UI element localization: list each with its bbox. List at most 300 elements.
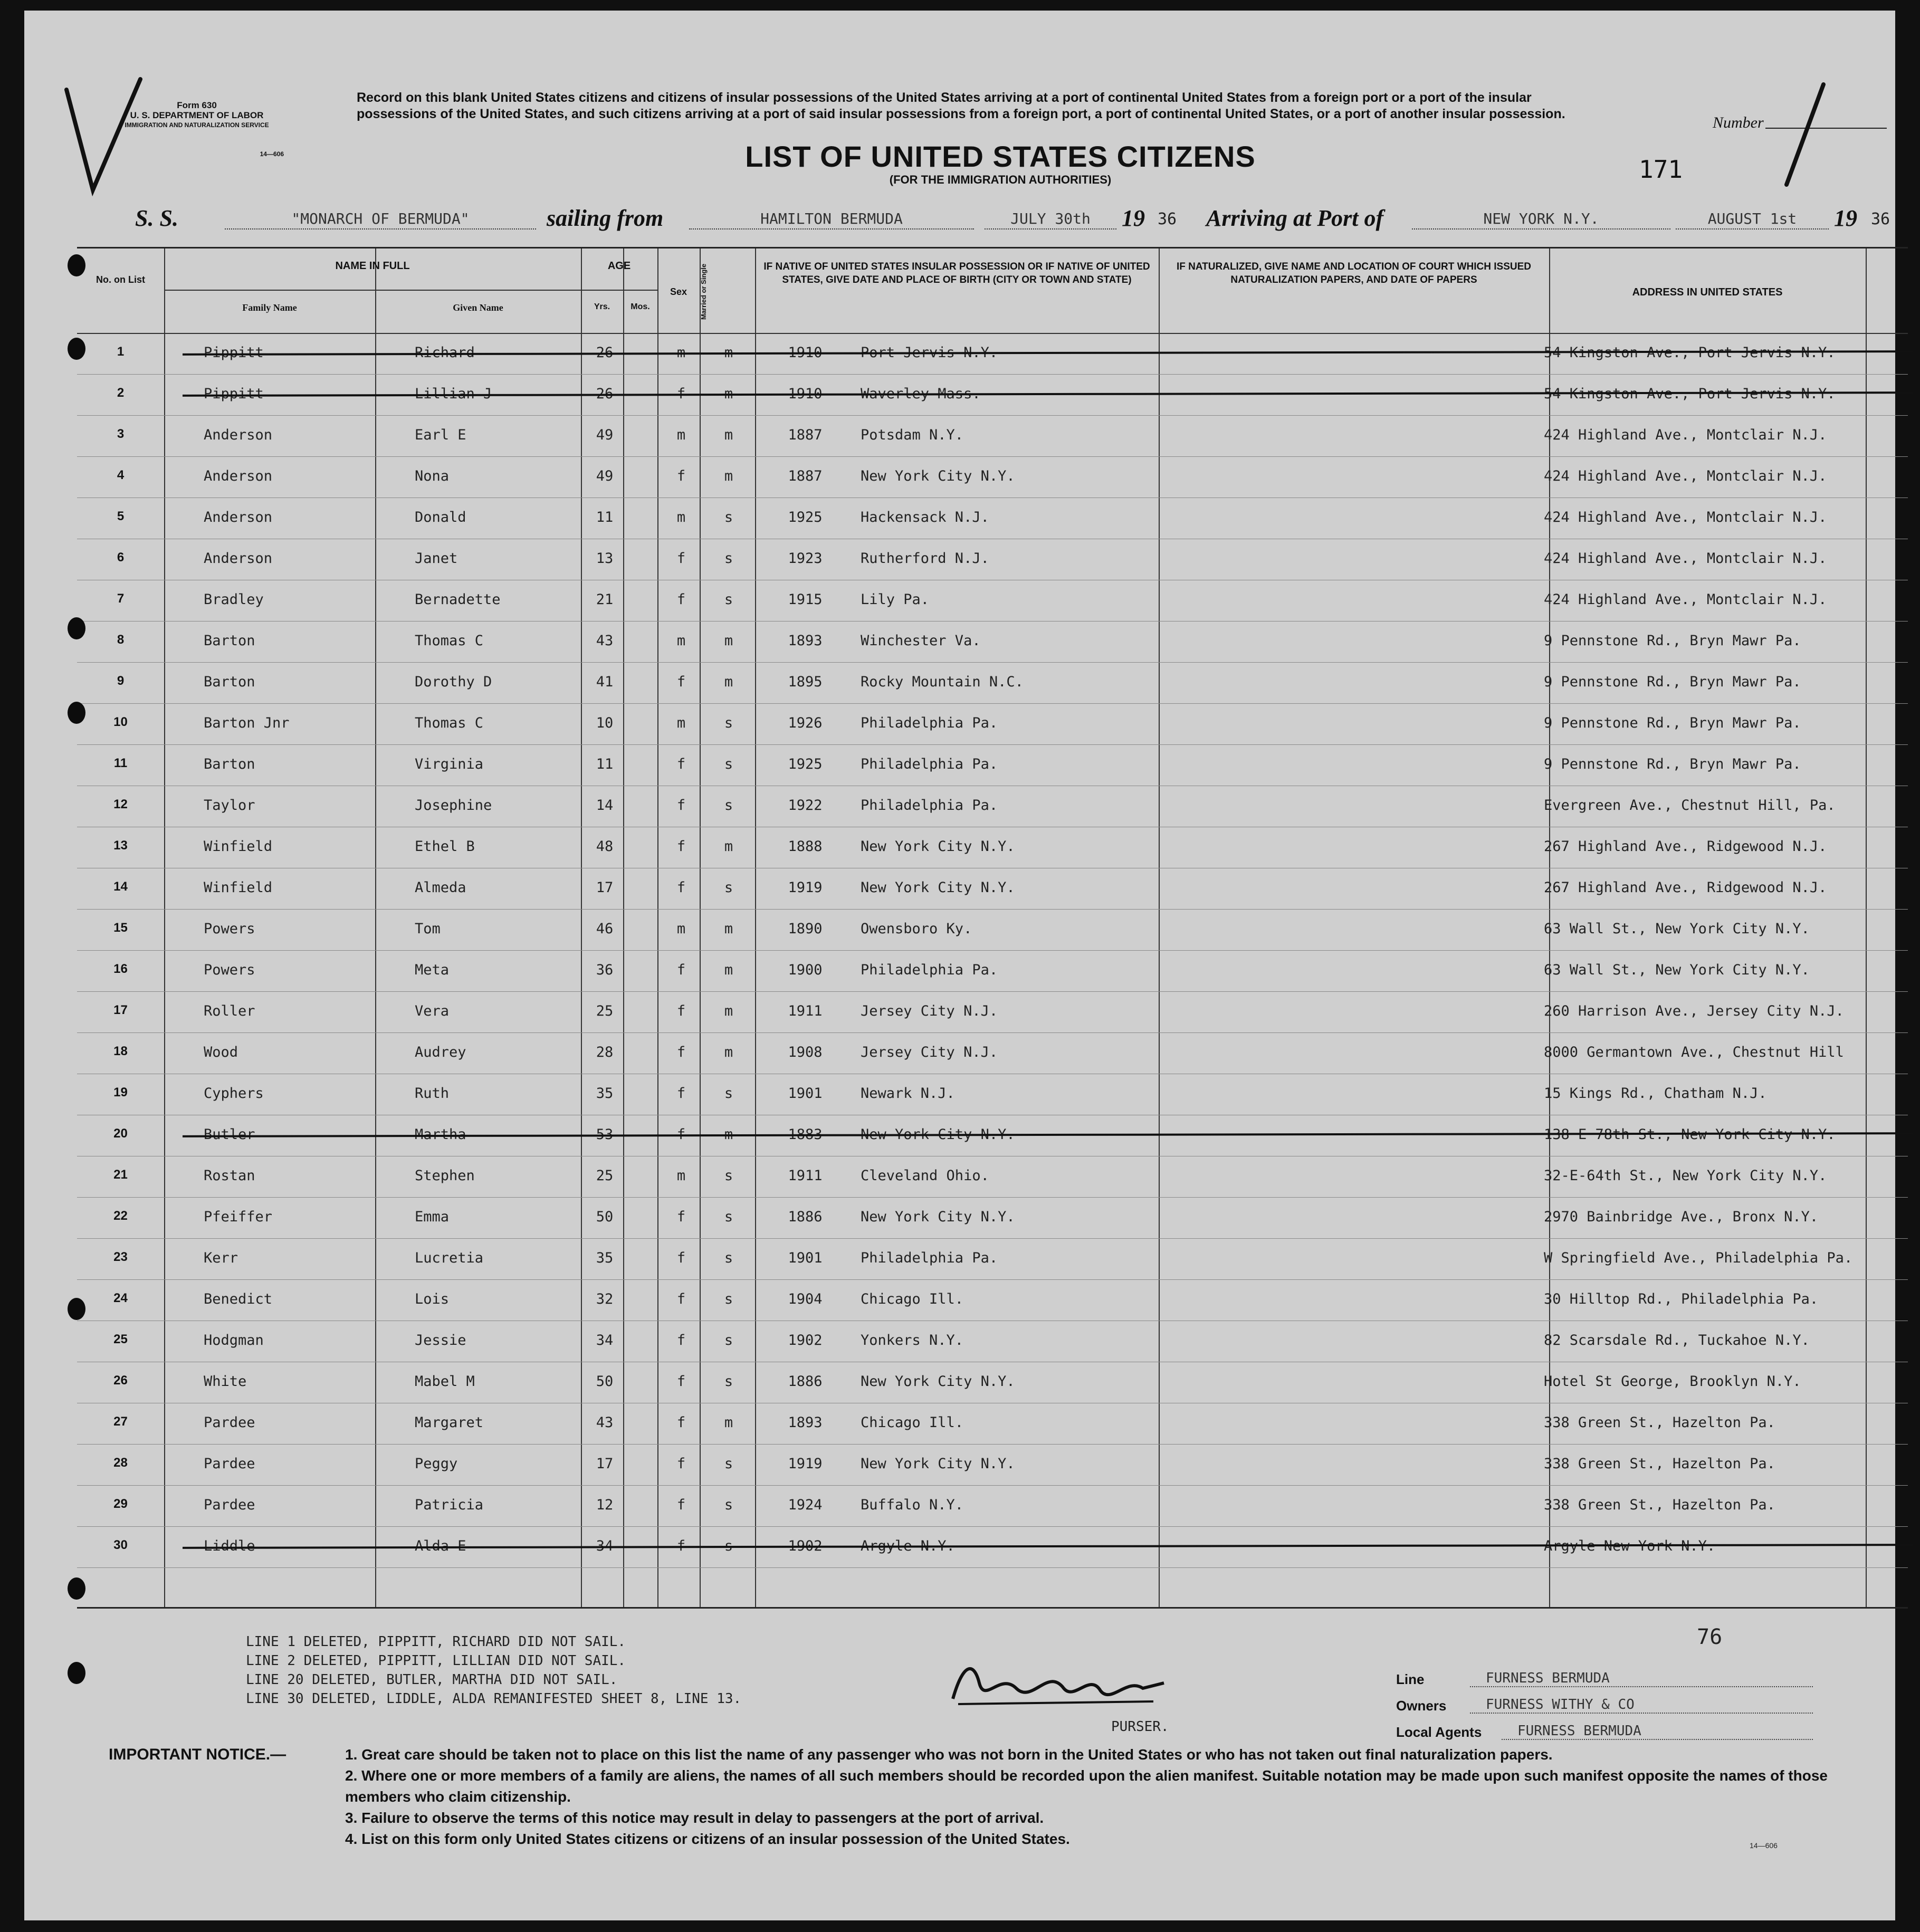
sex: f — [676, 797, 686, 814]
ship-name: "MONARCH OF BERMUDA" — [225, 210, 536, 229]
birth-year: 1887 — [788, 468, 823, 484]
check-mark-icon — [56, 69, 151, 206]
marital-status: m — [724, 674, 733, 690]
sex: f — [676, 674, 686, 690]
us-address: 9 Pennstone Rd., Bryn Mawr Pa. — [1544, 674, 1801, 690]
table-row — [77, 786, 1908, 827]
age-years: 43 — [596, 633, 614, 649]
sex: m — [676, 715, 686, 731]
table-row — [77, 1156, 1908, 1198]
depart-year-prefix: 19 — [1122, 205, 1145, 231]
given-name: Janet — [415, 550, 458, 567]
given-name: Donald — [415, 509, 466, 525]
us-address: 9 Pennstone Rd., Bryn Mawr Pa. — [1544, 756, 1801, 772]
table-row — [77, 827, 1908, 868]
sex: f — [676, 962, 686, 978]
table-row — [77, 415, 1908, 457]
birth-year: 1908 — [788, 1044, 823, 1060]
given-name: Virginia — [415, 756, 484, 772]
family-name: Rostan — [204, 1168, 255, 1184]
birth-year: 1924 — [788, 1497, 823, 1513]
birth-year: 1901 — [788, 1085, 823, 1102]
given-name: Tom — [415, 921, 441, 937]
col-name-in-full: NAME IN FULL — [335, 260, 410, 272]
birth-year: 1893 — [788, 633, 823, 649]
family-name: Butler — [204, 1126, 255, 1143]
given-name: Patricia — [415, 1497, 484, 1513]
us-address: 2970 Bainbridge Ave., Bronx N.Y. — [1544, 1209, 1819, 1225]
us-address: 54 Kingston Ave., Port Jervis N.Y. — [1544, 386, 1836, 402]
family-name: Anderson — [204, 550, 273, 567]
marital-status: s — [724, 591, 733, 608]
service-name: IMMIGRATION AND NATURALIZATION SERVICE — [125, 121, 269, 129]
age-years: 43 — [596, 1414, 614, 1431]
age-years: 10 — [596, 715, 614, 731]
table-row — [77, 1444, 1908, 1486]
marital-status: m — [724, 386, 733, 402]
notice-items — [345, 1744, 1875, 1850]
given-name: Almeda — [415, 879, 466, 896]
page-title: LIST OF UNITED STATES CITIZENS — [745, 140, 1256, 173]
marital-status: m — [724, 1126, 733, 1143]
marital-status: m — [724, 1044, 733, 1060]
table-row — [77, 580, 1908, 621]
us-address: 9 Pennstone Rd., Bryn Mawr Pa. — [1544, 633, 1801, 649]
passenger-no: 17 — [113, 1003, 128, 1017]
family-name: Barton — [204, 674, 255, 690]
binder-hole — [68, 338, 85, 360]
birth-year: 1923 — [788, 550, 823, 567]
passenger-no: 2 — [117, 386, 125, 400]
marital-status: s — [724, 1373, 733, 1390]
family-name: Hodgman — [204, 1332, 264, 1348]
table-row — [77, 1238, 1908, 1280]
birth-place: New York City N.Y. — [861, 468, 1015, 484]
marital-status: m — [724, 427, 733, 443]
passenger-no: 30 — [113, 1538, 128, 1552]
us-address: 8000 Germantown Ave., Chestnut Hill — [1544, 1044, 1844, 1060]
family-name: Pippitt — [204, 345, 264, 361]
age-years: 53 — [596, 1126, 614, 1143]
print-code-bottom: 14—606 — [1750, 1841, 1778, 1850]
marital-status: m — [724, 962, 733, 978]
given-name: Meta — [415, 962, 450, 978]
given-name: Peggy — [415, 1456, 458, 1472]
birth-place: Philadelphia Pa. — [861, 756, 998, 772]
birth-year: 1925 — [788, 756, 823, 772]
ss-label: S. S. — [135, 205, 178, 231]
sex: f — [676, 1538, 686, 1554]
passenger-no: 10 — [113, 715, 128, 729]
birth-place: Buffalo N.Y. — [861, 1497, 964, 1513]
col-naturalized: IF NATURALIZED, GIVE NAME AND LOCATION OF COURT WHICH ISSUED NATURALIZATION PAPERS, AND DATE OF PAPERS — [1176, 261, 1531, 285]
marital-status: s — [724, 1456, 733, 1472]
table-row — [77, 1526, 1908, 1568]
sex: f — [676, 1003, 686, 1019]
us-address: 338 Green St., Hazelton Pa. — [1544, 1497, 1775, 1513]
page-number: 171 — [1639, 155, 1683, 184]
us-address: 15 Kings Rd., Chatham N.J. — [1544, 1085, 1767, 1102]
us-address: 32-E-64th St., New York City N.Y. — [1544, 1168, 1827, 1184]
purser-label: PURSER. — [1111, 1719, 1169, 1735]
marital-status: s — [724, 1209, 733, 1225]
birth-place: Jersey City N.J. — [861, 1003, 998, 1019]
us-address: Hotel St George, Brooklyn N.Y. — [1544, 1373, 1801, 1390]
birth-place: Jersey City N.J. — [861, 1044, 998, 1060]
form-number: Form 630 — [177, 100, 217, 110]
port-from: HAMILTON BERMUDA — [689, 210, 974, 229]
age-years: 12 — [596, 1497, 614, 1513]
birth-place: New York City N.Y. — [861, 1456, 1015, 1472]
bottom-page-number: 76 — [1697, 1625, 1723, 1649]
sex: m — [676, 633, 686, 649]
age-years: 34 — [596, 1332, 614, 1348]
binder-hole — [68, 617, 85, 639]
family-name: Pardee — [204, 1456, 255, 1472]
us-address: 424 Highland Ave., Montclair N.J. — [1544, 427, 1827, 443]
manifest-sheet — [24, 11, 1895, 1920]
birth-place: New York City N.Y. — [861, 1209, 1015, 1225]
family-name: Bradley — [204, 591, 264, 608]
deletion-note: LINE 1 DELETED, PIPPITT, RICHARD DID NOT SAIL. — [246, 1634, 626, 1650]
birth-year: 1888 — [788, 838, 823, 855]
given-name: Stephen — [415, 1168, 475, 1184]
table-row — [77, 1485, 1908, 1527]
sailing-from-label: sailing from — [547, 205, 664, 231]
given-name: Josephine — [415, 797, 492, 814]
family-name: Taylor — [204, 797, 255, 814]
us-address: 30 Hilltop Rd., Philadelphia Pa. — [1544, 1291, 1819, 1307]
us-address: 338 Green St., Hazelton Pa. — [1544, 1414, 1775, 1431]
given-name: Bernadette — [415, 591, 501, 608]
birth-year: 1900 — [788, 962, 823, 978]
number-label: Number — [1713, 114, 1764, 131]
table-row — [77, 868, 1908, 910]
deletion-notes — [246, 1632, 741, 1708]
col-given-name: Given Name — [453, 302, 503, 313]
header-divider — [581, 290, 657, 291]
table-row — [77, 1362, 1908, 1403]
passenger-no: 4 — [117, 468, 125, 482]
passenger-no: 23 — [113, 1250, 128, 1264]
passenger-no: 7 — [117, 591, 125, 606]
us-address: 9 Pennstone Rd., Bryn Mawr Pa. — [1544, 715, 1801, 731]
age-years: 28 — [596, 1044, 614, 1060]
passenger-no: 16 — [113, 962, 128, 976]
marital-status: m — [724, 633, 733, 649]
passenger-no: 18 — [113, 1044, 128, 1058]
sex: f — [676, 1044, 686, 1060]
birth-year: 1887 — [788, 427, 823, 443]
family-name: Powers — [204, 921, 255, 937]
birth-year: 1886 — [788, 1373, 823, 1390]
table-row — [77, 621, 1908, 663]
us-address: 424 Highland Ave., Montclair N.J. — [1544, 550, 1827, 567]
birth-place: Rutherford N.J. — [861, 550, 989, 567]
passenger-no: 1 — [117, 345, 125, 359]
us-address: 424 Highland Ave., Montclair N.J. — [1544, 509, 1827, 525]
given-name: Alda E — [415, 1538, 466, 1554]
voyage-line — [135, 200, 1890, 237]
family-name: Kerr — [204, 1250, 238, 1266]
us-address: 260 Harrison Ave., Jersey City N.J. — [1544, 1003, 1844, 1019]
notice-item: 1. Great care should be taken not to place on this list the name of any passenger who was not born in the United States or who has not taken out final naturalization papers. — [345, 1746, 1553, 1763]
form-instructions: Record on this blank United States citizens and citizens of insular possessions of the United States arriving at a port of continental United States from a foreign port or a port of the insular possessions of the United States, and such citizens arriving at a port of said insular possessions from a foreign port, a port of continental United States, or a port of another insular possession. — [357, 90, 1565, 121]
arriving-label: Arriving at Port of — [1206, 205, 1384, 231]
us-address: 138 E 78th St., New York City N.Y. — [1544, 1126, 1836, 1143]
table-row — [77, 950, 1908, 992]
marital-status: m — [724, 1414, 733, 1431]
family-name: White — [204, 1373, 247, 1390]
family-name: Pfeiffer — [204, 1209, 273, 1225]
sex: f — [676, 756, 686, 772]
us-address: 267 Highland Ave., Ridgewood N.J. — [1544, 838, 1827, 855]
age-years: 25 — [596, 1003, 614, 1019]
passenger-no: 21 — [113, 1168, 128, 1182]
given-name: Audrey — [415, 1044, 466, 1060]
given-name: Emma — [415, 1209, 450, 1225]
given-name: Mabel M — [415, 1373, 475, 1390]
table-row — [77, 1074, 1908, 1115]
family-name: Winfield — [204, 838, 273, 855]
birth-place: New York City N.Y. — [861, 1126, 1015, 1143]
table-row — [77, 1321, 1908, 1362]
marital-status: m — [724, 1003, 733, 1019]
sex: f — [676, 1497, 686, 1513]
marital-status: s — [724, 1291, 733, 1307]
family-name: Pippitt — [204, 386, 264, 402]
birth-year: 1911 — [788, 1168, 823, 1184]
marital-status: s — [724, 1538, 733, 1554]
age-years: 14 — [596, 797, 614, 814]
arrive-year-prefix: 19 — [1834, 205, 1857, 231]
depart-date: JULY 30th — [985, 210, 1116, 229]
given-name: Dorothy D — [415, 674, 492, 690]
age-years: 41 — [596, 674, 614, 690]
birth-place: New York City N.Y. — [861, 838, 1015, 855]
birth-year: 1910 — [788, 345, 823, 361]
sex: f — [676, 1373, 686, 1390]
passenger-no: 3 — [117, 427, 125, 441]
notice-item: 2. Where one or more members of a family are aliens, the names of all such members should be recorded upon the alien manifest. Suitable notation may be made upon such manifest opposite the names of those members who claim citizenship. — [345, 1767, 1828, 1805]
age-years: 26 — [596, 386, 614, 402]
birth-place: Yonkers N.Y. — [861, 1332, 964, 1348]
birth-year: 1895 — [788, 674, 823, 690]
us-address: 267 Highland Ave., Ridgewood N.J. — [1544, 879, 1827, 896]
passenger-no: 28 — [113, 1456, 128, 1470]
birth-year: 1883 — [788, 1126, 823, 1143]
marital-status: s — [724, 1332, 733, 1348]
birth-place: New York City N.Y. — [861, 879, 1015, 896]
birth-place: Owensboro Ky. — [861, 921, 972, 937]
birth-year: 1886 — [788, 1209, 823, 1225]
age-years: 36 — [596, 962, 614, 978]
family-name: Pardee — [204, 1414, 255, 1431]
age-years: 11 — [596, 509, 614, 525]
sex: f — [676, 550, 686, 567]
marital-status: m — [724, 345, 733, 361]
binder-hole — [68, 1298, 85, 1320]
arrive-date: AUGUST 1st — [1676, 210, 1829, 229]
family-name: Wood — [204, 1044, 238, 1060]
birth-place: Philadelphia Pa. — [861, 797, 998, 814]
table-row — [77, 1197, 1908, 1239]
passenger-no: 5 — [117, 509, 125, 523]
us-address: 82 Scarsdale Rd., Tuckahoe N.Y. — [1544, 1332, 1810, 1348]
passenger-no: 24 — [113, 1291, 128, 1305]
col-birth: IF NATIVE OF UNITED STATES INSULAR POSSESSION OR IF NATIVE OF UNITED STATES, GIVE DATE AND PLACE OF BIRTH (CITY OR TOWN AND STATE) — [763, 261, 1150, 285]
marital-status: s — [724, 509, 733, 525]
sex: f — [676, 1414, 686, 1431]
birth-place: Chicago Ill. — [861, 1414, 964, 1431]
table-row — [77, 662, 1908, 704]
birth-place: Rocky Mountain N.C. — [861, 674, 1024, 690]
sex: m — [676, 1168, 686, 1184]
us-address: 424 Highland Ave., Montclair N.J. — [1544, 591, 1827, 608]
passenger-no: 9 — [117, 674, 125, 688]
age-years: 48 — [596, 838, 614, 855]
marital-status: m — [724, 468, 733, 484]
passenger-no: 27 — [113, 1414, 128, 1429]
notice-title: IMPORTANT NOTICE.— — [109, 1746, 286, 1763]
header-divider — [164, 290, 623, 291]
local-agents-value: FURNESS BERMUDA — [1502, 1723, 1813, 1740]
us-address: W Springfield Ave., Philadelphia Pa. — [1544, 1250, 1853, 1266]
given-name: Nona — [415, 468, 450, 484]
table-row — [77, 456, 1908, 498]
passenger-no: 15 — [113, 921, 128, 935]
marital-status: s — [724, 1250, 733, 1266]
us-address: 338 Green St., Hazelton Pa. — [1544, 1456, 1775, 1472]
given-name: Lillian J — [415, 386, 492, 402]
birth-year: 1919 — [788, 1456, 823, 1472]
age-years: 11 — [596, 756, 614, 772]
birth-place: Chicago Ill. — [861, 1291, 964, 1307]
us-address: 63 Wall St., New York City N.Y. — [1544, 921, 1810, 937]
age-years: 49 — [596, 468, 614, 484]
birth-place: Newark N.J. — [861, 1085, 955, 1102]
us-address: 63 Wall St., New York City N.Y. — [1544, 962, 1810, 978]
given-name: Thomas C — [415, 715, 484, 731]
marital-status: s — [724, 879, 733, 896]
col-family-name: Family Name — [242, 302, 297, 313]
sex: f — [676, 879, 686, 896]
sex: f — [676, 468, 686, 484]
birth-place: Port Jervis N.Y. — [861, 345, 998, 361]
marital-status: s — [724, 715, 733, 731]
family-name: Anderson — [204, 509, 273, 525]
col-address: ADDRESS IN UNITED STATES — [1632, 286, 1783, 298]
family-name: Barton — [204, 756, 255, 772]
passenger-no: 12 — [113, 797, 128, 811]
passenger-no: 6 — [117, 550, 125, 565]
passenger-no: 22 — [113, 1209, 128, 1223]
table-row — [77, 333, 1908, 375]
birth-year: 1926 — [788, 715, 823, 731]
birth-year: 1910 — [788, 386, 823, 402]
birth-year: 1901 — [788, 1250, 823, 1266]
family-name: Barton Jnr — [204, 715, 290, 731]
age-years: 25 — [596, 1168, 614, 1184]
birth-year: 1915 — [788, 591, 823, 608]
sex: f — [676, 1456, 686, 1472]
sex: f — [676, 1291, 686, 1307]
binder-hole — [68, 1577, 85, 1600]
birth-place: Philadelphia Pa. — [861, 1250, 998, 1266]
given-name: Lucretia — [415, 1250, 484, 1266]
birth-place: Cleveland Ohio. — [861, 1168, 989, 1184]
marital-status: s — [724, 797, 733, 814]
sex: f — [676, 1332, 686, 1348]
print-code-top: 14—606 — [260, 150, 284, 158]
given-name: Vera — [415, 1003, 450, 1019]
table-row — [77, 374, 1908, 416]
birth-place: New York City N.Y. — [861, 1373, 1015, 1390]
birth-place: Hackensack N.J. — [861, 509, 989, 525]
given-name: Thomas C — [415, 633, 484, 649]
page-subtitle: (FOR THE IMMIGRATION AUTHORITIES) — [889, 173, 1112, 186]
deletion-note: LINE 20 DELETED, BUTLER, MARTHA DID NOT SAIL. — [246, 1672, 618, 1688]
passenger-no: 8 — [117, 633, 125, 647]
table-row — [77, 744, 1908, 786]
table-row — [77, 703, 1908, 745]
birth-place: Argyle N.Y. — [861, 1538, 955, 1554]
birth-year: 1890 — [788, 921, 823, 937]
arrive-year: 36 — [1871, 210, 1890, 228]
family-name: Liddle — [204, 1538, 255, 1554]
col-age: AGE — [607, 260, 631, 272]
table-row — [77, 498, 1908, 539]
age-years: 13 — [596, 550, 614, 567]
us-address: Argyle New York N.Y. — [1544, 1538, 1716, 1554]
passenger-no: 25 — [113, 1332, 128, 1346]
us-address: Evergreen Ave., Chestnut Hill, Pa. — [1544, 797, 1836, 814]
age-years: 35 — [596, 1250, 614, 1266]
deletion-note: LINE 2 DELETED, PIPPITT, LILLIAN DID NOT SAIL. — [246, 1653, 626, 1669]
family-name: Benedict — [204, 1291, 273, 1307]
table-row — [77, 1115, 1908, 1156]
age-years: 50 — [596, 1209, 614, 1225]
table-row — [77, 1403, 1908, 1445]
notice-item: 4. List on this form only United States citizens or citizens of an insular possession of the United States. — [345, 1831, 1070, 1847]
sex: f — [676, 1126, 686, 1143]
sex: m — [676, 345, 686, 361]
birth-place: Lily Pa. — [861, 591, 930, 608]
marital-status: s — [724, 1497, 733, 1513]
age-years: 17 — [596, 1456, 614, 1472]
marital-status: m — [724, 838, 733, 855]
passenger-no: 29 — [113, 1497, 128, 1511]
birth-year: 1902 — [788, 1332, 823, 1348]
family-name: Anderson — [204, 427, 273, 443]
table-row — [77, 1032, 1908, 1074]
marital-status: s — [724, 550, 733, 567]
given-name: Jessie — [415, 1332, 466, 1348]
sex: f — [676, 591, 686, 608]
line-label: Line — [1396, 1671, 1425, 1687]
birth-year: 1925 — [788, 509, 823, 525]
department-name: U. S. DEPARTMENT OF LABOR — [130, 110, 264, 120]
table-row — [77, 991, 1908, 1033]
table-row — [77, 1279, 1908, 1321]
birth-place: Philadelphia Pa. — [861, 962, 998, 978]
age-years: 35 — [596, 1085, 614, 1102]
us-address: 54 Kingston Ave., Port Jervis N.Y. — [1544, 345, 1836, 361]
birth-year: 1902 — [788, 1538, 823, 1554]
purser-signature-icon — [942, 1651, 1174, 1715]
birth-place: Potsdam N.Y. — [861, 427, 964, 443]
depart-year: 36 — [1158, 210, 1177, 228]
